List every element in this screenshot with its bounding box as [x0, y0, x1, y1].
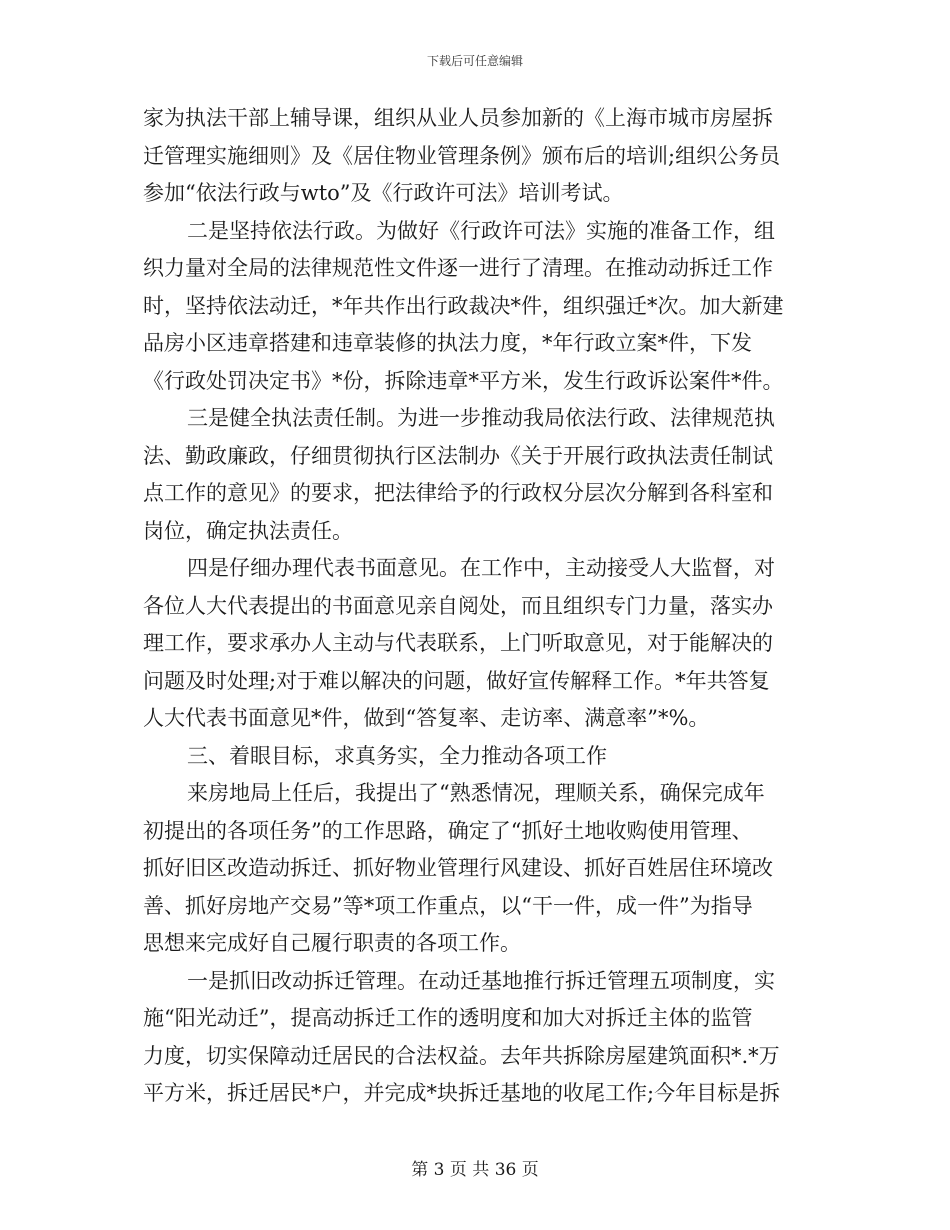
section-heading: 三、着眼目标，求真务实，全力推动各项工作 — [187, 743, 607, 768]
text-line: 点工作的意见》的要求，把法律给予的行政权分层次分解到各科室和 — [143, 481, 773, 505]
text-line: 理工作，要求承办人主动与代表联系，上门听取意见，对于能解决的 — [143, 631, 773, 655]
text-line: 思想来完成好自己履行职责的各项工作。 — [143, 931, 521, 955]
text-line: 各位人大代表提出的书面意见亲自阅处，而且组织专门力量，落实办 — [143, 593, 773, 618]
text-line: 善、抓好房地产交易”等*项工作重点，以“干一件，成一件”为指导 — [143, 893, 753, 918]
text-line: 《行政处罚决定书》*份，拆除违章*平方米，发生行政诉讼案件*件。 — [143, 368, 784, 393]
text-line: 品房小区违章搭建和违章装修的执法力度，*年行政立案*件，下发 — [143, 331, 752, 355]
text-line: 岗位，确定执法责任。 — [143, 518, 353, 543]
page-header: 下载后可任意编辑 — [426, 54, 523, 68]
text-line: 抓好旧区改造动拆迁、抓好物业管理行风建设、抓好百姓居住环境改 — [143, 856, 773, 880]
text-line: 家为执法干部上辅导课，组织从业人员参加新的《上海市城市房屋拆 — [143, 106, 773, 130]
paragraph-start-line: 二是坚持依法行政。为做好《行政许可法》实施的准备工作，组 — [187, 218, 775, 243]
text-line: 织力量对全局的法律规范性文件逐一进行了清理。在推动动拆迁工作 — [143, 256, 773, 280]
paragraph-start-line: 四是仔细办理代表书面意见。在工作中，主动接受人大监督，对 — [187, 556, 775, 580]
text-line: 平方米，拆迁居民*户，并完成*块拆迁基地的收尾工作;今年目标是拆 — [143, 1081, 781, 1105]
text-line: 问题及时处理;对于难以解决的问题，做好宣传解释工作。*年共答复 — [143, 668, 770, 693]
text-line: 时，坚持依法动迁，*年共作出行政裁决*件，组织强迁*次。加大新建 — [143, 293, 784, 318]
text-line: 法、勤政廉政，仔细贯彻执行区法制办《关于开展行政执法责任制试 — [143, 443, 773, 468]
text-line: 参加“依法行政与wto”及《行政许可法》培训考试。 — [143, 181, 624, 205]
text-line: 迁管理实施细则》及《居住物业管理条例》颁布后的培训;组织公务员 — [143, 143, 781, 168]
text-line: 力度，切实保障动迁居民的合法权益。去年共拆除房屋建筑面积*.*万 — [143, 1043, 780, 1068]
text-line: 人大代表书面意见*件，做到“答复率、走访率、满意率”*%。 — [143, 706, 710, 730]
page-number-footer: 第 3 页 共 36 页 — [411, 1160, 539, 1180]
paragraph-start-line: 一是抓旧改动拆迁管理。在动迁基地推行拆迁管理五项制度，实 — [187, 968, 775, 993]
document-body — [143, 100, 803, 1113]
text-line: 施“阳光动迁”，提高动拆迁工作的透明度和加大对拆迁主体的监管 — [143, 1006, 753, 1030]
paragraph-start-line: 三是健全执法责任制。为进一步推动我局依法行政、法律规范执 — [187, 406, 775, 430]
paragraph-start-line: 来房地局上任后，我提出了“熟悉情况，理顺关系，确保完成年 — [187, 781, 765, 805]
text-line: 初提出的各项任务”的工作思路，确定了“抓好土地收购使用管理、 — [143, 818, 753, 843]
